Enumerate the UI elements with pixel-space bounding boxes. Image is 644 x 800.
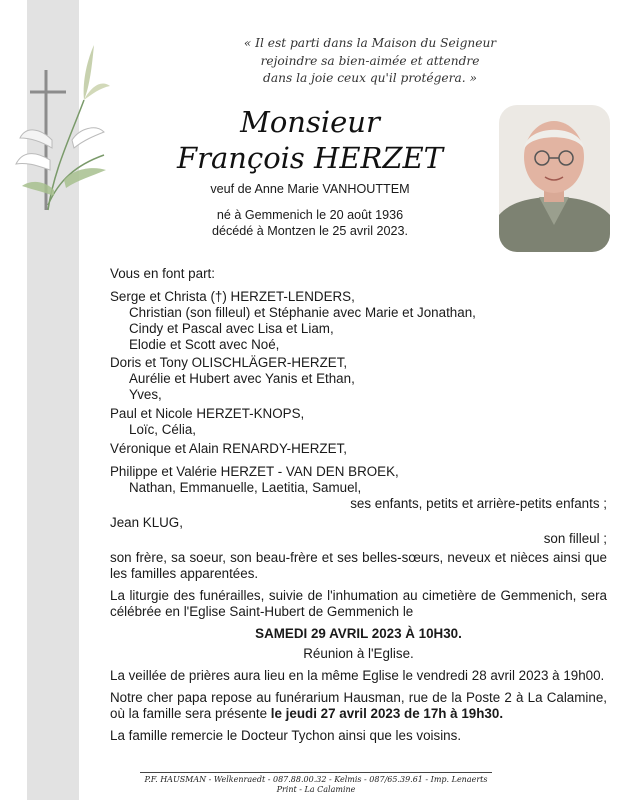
- funeral-date: SAMEDI 29 AVRIL 2023 À 10H30.: [255, 626, 462, 641]
- vigil-text: La veillée de prières aura lieu en la même Eglise le vendredi 28 avril 2023 à 19h00.: [110, 668, 605, 683]
- family-child: Elodie et Scott avec Noé,: [129, 337, 280, 352]
- cross-lily-decoration-icon: [14, 40, 114, 220]
- godson-name: Jean KLUG,: [110, 515, 183, 530]
- family-head: Doris et Tony OLISCHLÄGER-HERZET,: [110, 355, 348, 370]
- widow-of: veuf de Anne Marie VANHOUTTEM: [210, 182, 410, 196]
- family-child: Nathan, Emmanuelle, Laetitia, Samuel,: [129, 480, 362, 495]
- family-head: Philippe et Valérie HERZET - VAN DEN BROEK,: [110, 464, 399, 479]
- quote-line: rejoindre sa bien-aimée et attendre: [260, 53, 480, 68]
- birth-info: né à Gemmenich le 20 août 1936: [216, 208, 404, 222]
- rest-text: Notre cher papa repose au funérarium Hausman, rue de la Poste 2 à La Calamine, où la famille sera présente: [110, 690, 607, 721]
- quote-line: « Il est parti dans la Maison du Seigneur: [243, 36, 497, 50]
- rest-time: le jeudi 27 avril 2023 de 17h à 19h30.: [270, 706, 504, 721]
- quote-line: dans la joie ceux qu'il protégera. »: [263, 71, 477, 85]
- meeting-text: Réunion à l'Eglise.: [303, 646, 414, 661]
- family-child: Yves,: [129, 387, 162, 402]
- footer-text: P.F. HAUSMAN - Welkenraedt - 087.88.00.32 - Kelmis - 087/65.39.61 - Imp. Lenaerts Print - La Calamine: [144, 775, 488, 794]
- family-child: Aurélie et Hubert avec Yanis et Ethan,: [129, 371, 355, 386]
- liturgy-text: La liturgie des funérailles, suivie de l'inhumation au cimetière de Gemmenich, sera célébrée en l'Eglise Saint-Hubert de Gemmenich le: [110, 588, 607, 619]
- thanks-text: La famille remercie le Docteur Tychon ainsi que les voisins.: [110, 728, 462, 743]
- deceased-name: François HERZET: [177, 141, 443, 175]
- honorific: Monsieur: [240, 105, 380, 139]
- children-label: ses enfants, petits et arrière-petits enfants ;: [350, 496, 607, 511]
- portrait-photo-icon: [499, 105, 610, 252]
- rest-paragraph: [110, 690, 607, 722]
- death-info: décédé à Montzen le 25 avril 2023.: [211, 224, 409, 238]
- siblings-text: son frère, sa soeur, son beau-frère et ses belles-sœurs, neveux et nièces ainsi que les familles apparentées.: [110, 550, 607, 581]
- family-child: Loïc, Célia,: [129, 422, 196, 437]
- family-head: Serge et Christa (†) HERZET-LENDERS,: [110, 289, 355, 304]
- footer-divider: [140, 772, 492, 773]
- family-child: Christian (son filleul) et Stéphanie avec Marie et Jonathan,: [129, 305, 476, 320]
- intro-text: Vous en font part:: [110, 266, 215, 281]
- family-child: Cindy et Pascal avec Lisa et Liam,: [129, 321, 334, 336]
- opening-quote: [200, 35, 540, 88]
- family-head: Véronique et Alain RENARDY-HERZET,: [110, 441, 347, 456]
- family-head: Paul et Nicole HERZET-KNOPS,: [110, 406, 305, 421]
- godson-label: son filleul ;: [543, 531, 607, 546]
